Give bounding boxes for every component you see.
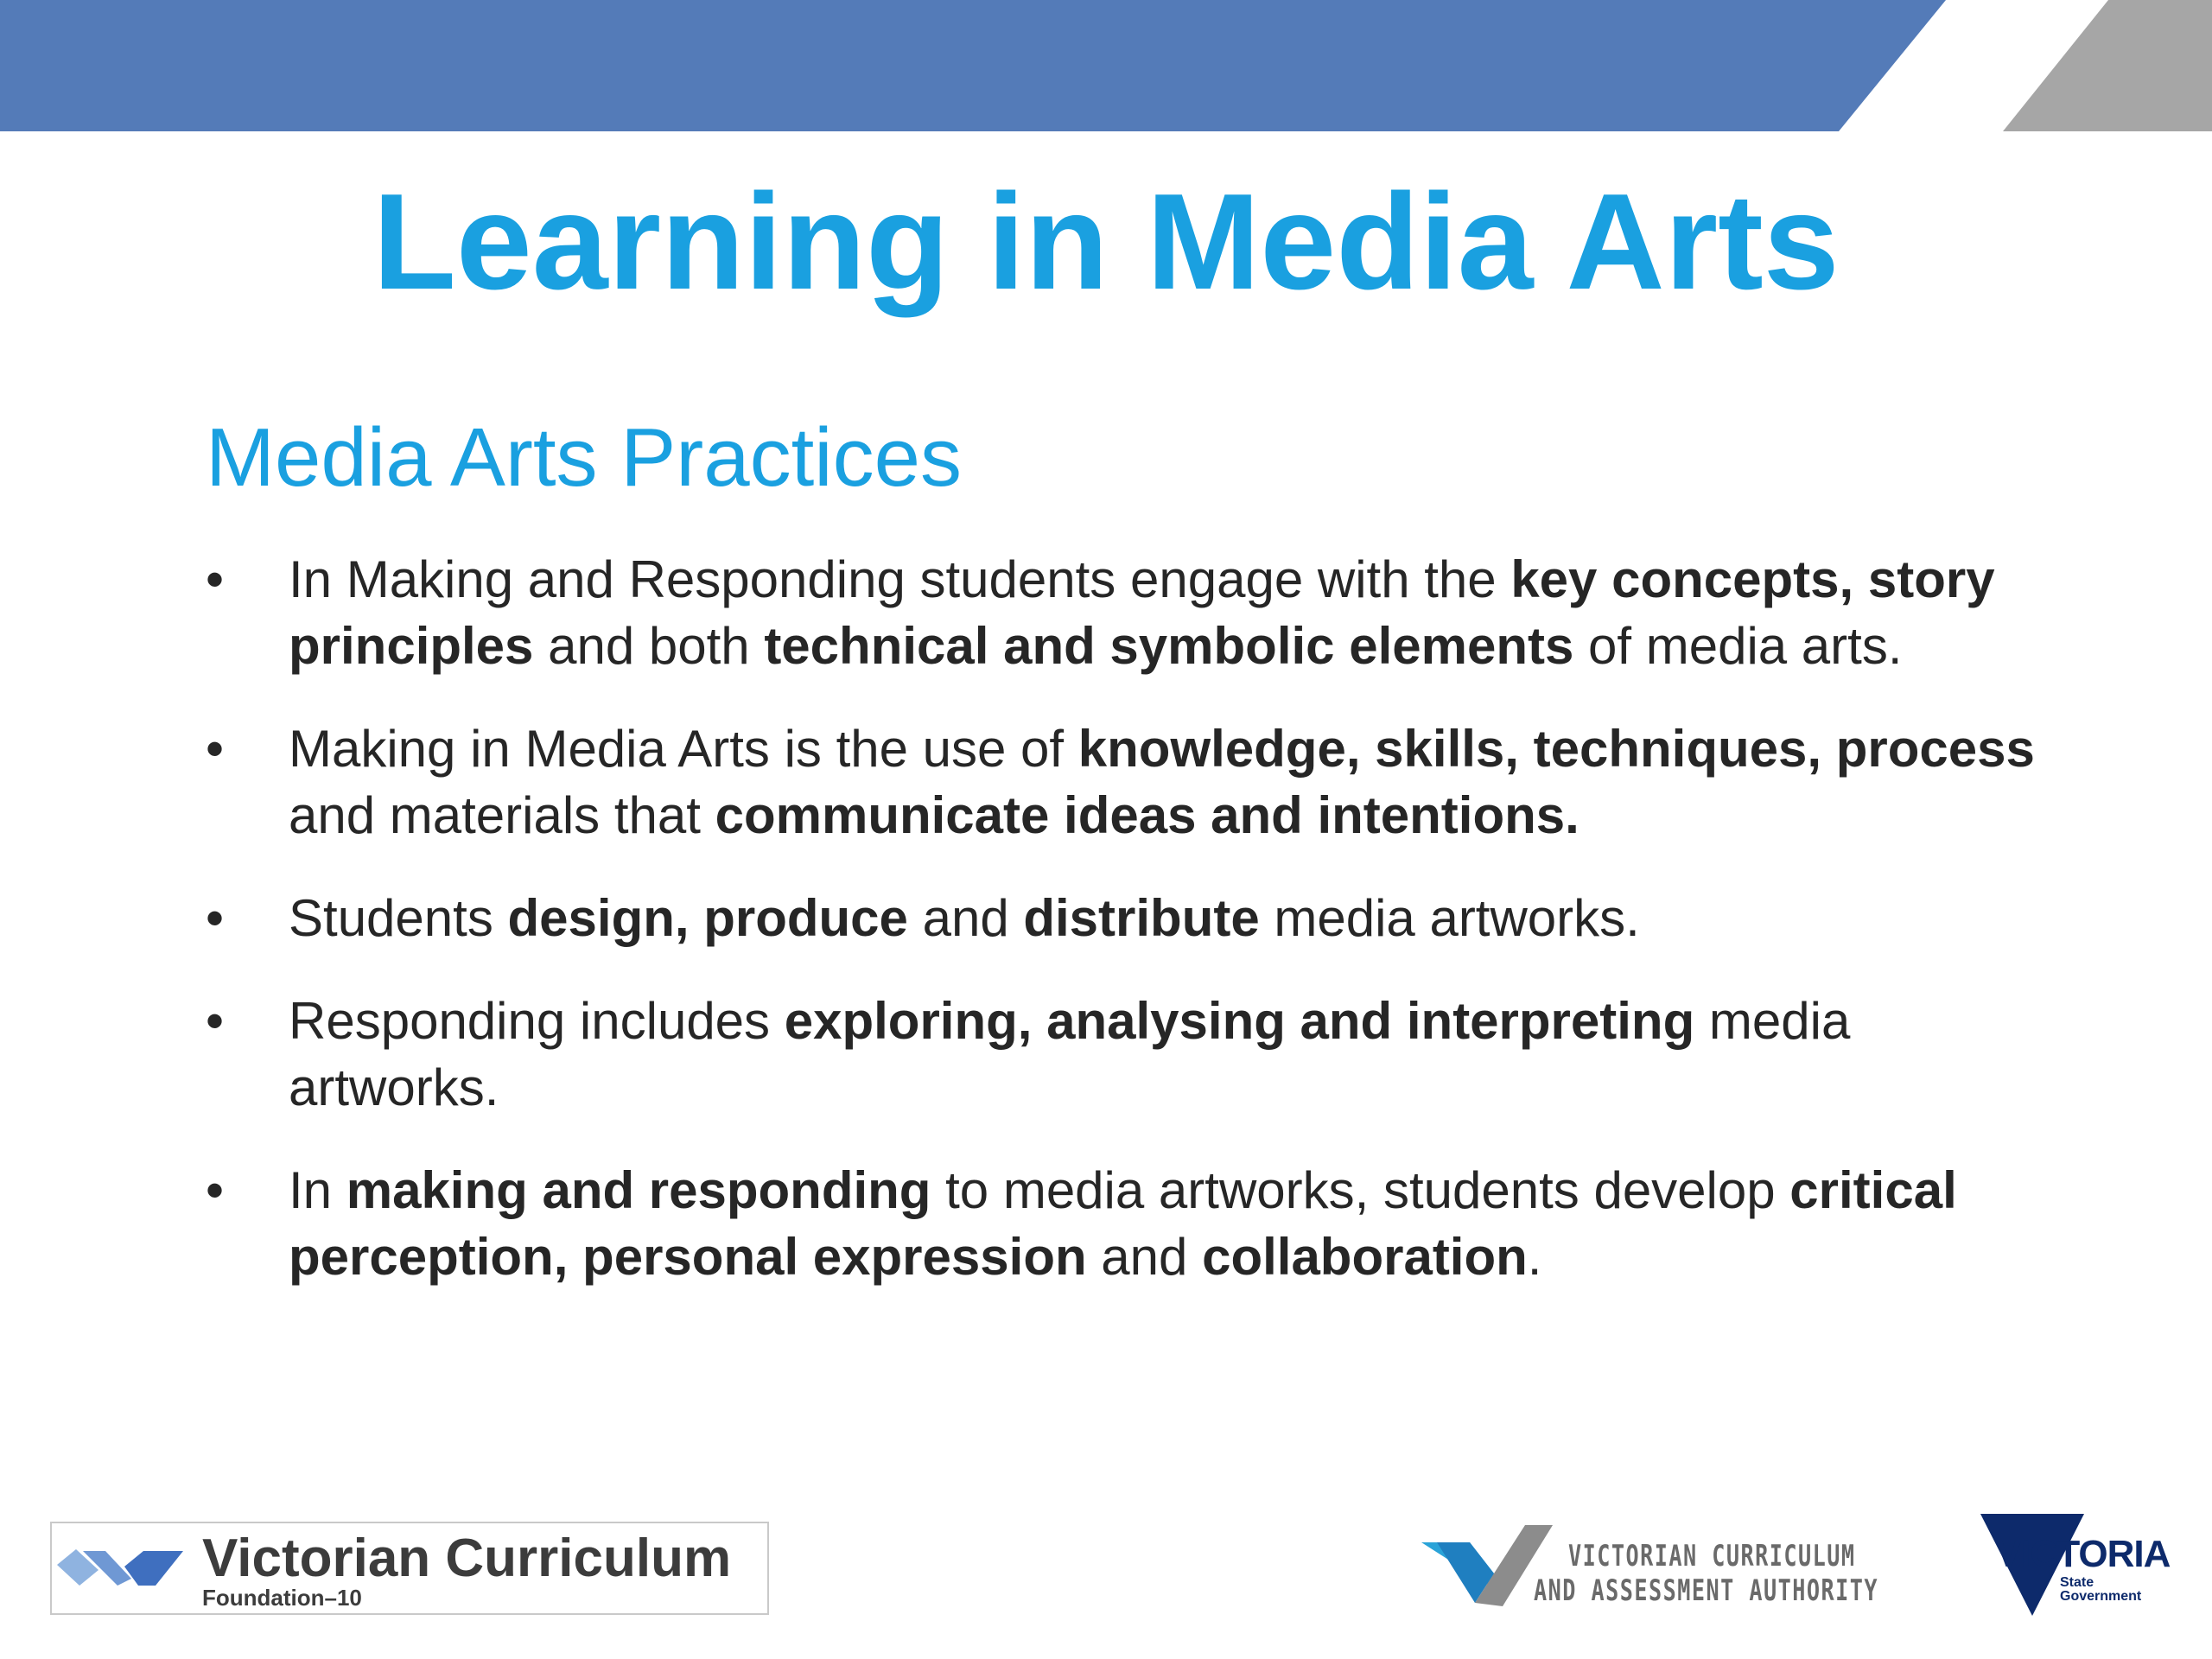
victoria-state-government-logo xyxy=(1980,1514,2171,1618)
bullet-text: In Making and Responding students engage with the xyxy=(289,550,1511,608)
banner-blue-band xyxy=(0,0,1946,131)
bullet-emphasis-text: exploring, analysing and interpreting xyxy=(784,992,1695,1050)
bullet-text: Students xyxy=(289,889,508,947)
bullet-item xyxy=(206,885,2072,951)
bullet-emphasis-text: communicate ideas and intentions. xyxy=(715,786,1580,844)
victoria-state-label: State xyxy=(2060,1575,2094,1590)
bullet-emphasis-text: making and responding xyxy=(346,1161,931,1219)
bullet-text: media artworks. xyxy=(289,992,1851,1116)
bullet-point-icon: • xyxy=(206,992,225,1050)
bullet-emphasis-text: knowledge, skills, techniques, process xyxy=(1077,720,2035,778)
bullet-item xyxy=(206,988,2072,1121)
bullet-text: and xyxy=(1086,1228,1203,1286)
vcaa-name-line-1: VICTORIAN CURRICULUM xyxy=(1568,1539,1856,1573)
bullet-text: Responding includes xyxy=(289,992,785,1050)
vc-logo-name: Victorian Curriculum xyxy=(202,1529,732,1588)
bullet-text: and both xyxy=(533,617,765,675)
bullet-emphasis-text: collaboration xyxy=(1202,1228,1528,1286)
bullet-emphasis-text: critical perception, personal expression xyxy=(289,1161,1957,1286)
bullet-emphasis-text: technical and symbolic elements xyxy=(764,617,1574,675)
vcaa-name-line-2: AND ASSESSMENT AUTHORITY xyxy=(1534,1573,1879,1608)
top-banner xyxy=(0,0,2212,131)
bullet-text: of media arts. xyxy=(1573,617,1903,675)
bullet-text: Making in Media Arts is the use of xyxy=(289,720,1078,778)
victoria-government-label: Government xyxy=(2060,1589,2142,1604)
vcaa-logo xyxy=(1421,1516,1923,1611)
bullet-text: and xyxy=(907,889,1024,947)
bullet-emphasis-text: distribute xyxy=(1023,889,1260,947)
bullet-list xyxy=(206,546,2072,1326)
bullet-text: . xyxy=(1527,1228,1542,1286)
bullet-item xyxy=(206,1157,2072,1290)
bullet-emphasis-text: key concepts, story principles xyxy=(289,550,1995,675)
bullet-text: and materials that xyxy=(289,786,715,844)
banner-grey-band xyxy=(2003,0,2212,131)
bullet-text: to media artworks, students develop xyxy=(931,1161,1790,1219)
victorian-curriculum-mark-icon xyxy=(57,1532,195,1601)
vc-logo-subtitle: Foundation–10 xyxy=(202,1585,362,1611)
bullet-item xyxy=(206,546,2072,679)
bullet-emphasis-text: design, produce xyxy=(507,889,908,947)
bullet-text: In xyxy=(289,1161,346,1219)
slide-title: Learning in Media Arts xyxy=(372,166,1840,318)
section-heading: Media Arts Practices xyxy=(206,411,962,504)
bullet-point-icon: • xyxy=(206,720,225,778)
bullet-point-icon: • xyxy=(206,889,225,947)
bullet-item xyxy=(206,715,2072,849)
bullet-point-icon: • xyxy=(206,550,225,608)
victoria-wordmark: VICTORIA xyxy=(1996,1533,2171,1575)
victorian-curriculum-logo xyxy=(50,1522,769,1615)
bullet-point-icon: • xyxy=(206,1161,225,1219)
bullet-text: media artworks. xyxy=(1259,889,1640,947)
